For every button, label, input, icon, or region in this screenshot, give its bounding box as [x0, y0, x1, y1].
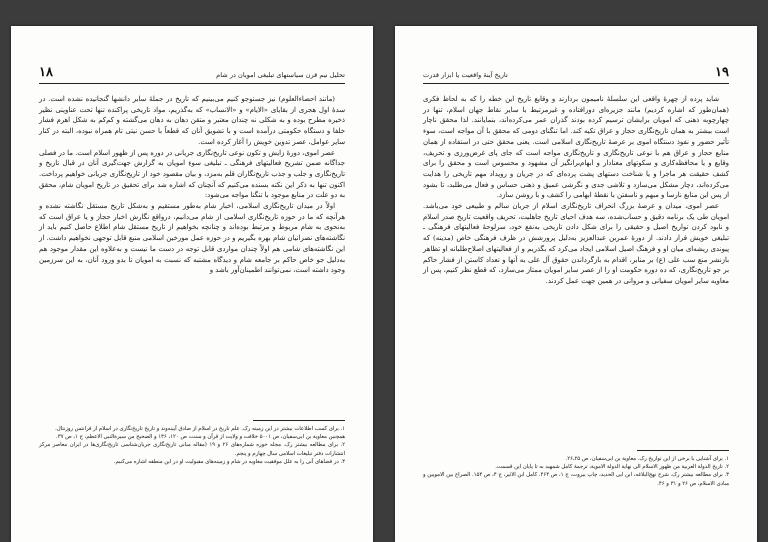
body-text [39, 94, 345, 276]
page-number: ۱۸ [39, 65, 53, 80]
footnote: ۳. برای مطالعه بیشتر رک. شرح نهج‌البلاغه، ابن ابی الحدید، چاپ بیروت، ج ۱، ص ۴۶۴. کامل ابن الاثیر، ج ۴، ص ۱۵۴. الصراع بین الامویین و مبادی الاسلام، ص ۲۶ و ۳۱ و ۴۶. [423, 472, 730, 487]
running-header [39, 61, 345, 84]
body-text [423, 94, 729, 287]
footnote: ۲. برای مطالعه بیشتر رک. مجله حوزه شماره‌های ۲۶ و ۱۹ (مقاله مبانی تاریخ‌نگاری جریان‌شناسی تاریخ‌نگاری‌ها در ایران معاصر مرکز انتشارات دفتر تبلیغات اسلامی سال چهارم و پنجم. [39, 442, 345, 457]
paragraph: عصر اموی، دورهٔ زایش و تکون نوعی تاریخ‌نگاری جریانی در دوره پس از ظهور اسلام است. ما در فصلی جداگانه ضمن تشریح فعالیتهای فرهنگی ـ تبلیغی سوءِ امویان به گزارش جهت‌گیری آنان در قبال تاریخ و تاریخ‌نگاری و جلب و جذب تاریخ‌نگاران قلم به‌مزد، و بیان مقصود خود از تاریخ‌نگاری جریانی خواهیم پرداخت. اکنون تنها به ذکر این نکته بسنده می‌کنیم که آنچنان که اشاره شد برای تحقیق در تاریخ امویان شام، محقق به دو علت در منابع موجود با تنگنا مواجه می‌شود: [39, 148, 345, 200]
footnotes [423, 450, 729, 488]
footnotes [39, 420, 345, 466]
footnote: ۳. در فضاهای آنی را به علل موفقیت معاویه در شام و زمینه‌های مقبولیت او در این منطقه اشاره می‌کنیم. [113, 458, 345, 465]
paragraph: عصر اموی، میدان و عرصهٔ بزرگ انحراف تاریخ‌نگاری اسلام از جریان سالم و طبیعی خود می‌باشد. امویان طی یک برنامه دقیق و حساب‌شده، سه هدف احیای تاریخ جاهلیت، تحریف واقعیت تاریخ صدر اسلام و نابود کردن تواریخ اصیل و حقیقی را برای شکل دادن تاریخی به‌نفع خود، سرلوحهٔ فعالیتهای فرهنگی ـ تبلیغی خویش قرار دادند. از دورهٔ عمربن عبدالعزیز به‌دلیل پرورشش در ظرف فرهنگی خاص (مدینه) که پیوندی ریشه‌ای میان او و فرهنگ اصیل اسلامی ایجاد می‌کرد که بگذریم و از فعالیتهای اصلاح‌طلبانه او تظاهر بازنشر منع سب علی (ع) بر منابر، اقدام به بازگرداندن حقوق آل علی به آنها و تعداد کاستن از فشار حاکم بر جو تاریخ‌نگاری، که ده دوره حکومت او را از عصر سایر امویان ممتاز می‌سازد، که قطع نظر کنیم، پس از معاویه سایر امویان سفیانی و مروانی در همین جهت عمل کردند. [423, 202, 729, 285]
footnote-rule [637, 450, 729, 451]
running-title: تاریخ آینهٔ واقعیت یا ابزار قدرت [423, 71, 508, 79]
footnote: ۲. تاریخ الدولة العربیة من ظهور الاسلام الی نهایة الدولة الامویة، ترجمهٔ کامل شمهید به تا پایان این قسمت. [495, 464, 729, 471]
footnote-rule [253, 420, 345, 421]
running-title: تحلیل نیم قرن سیاستهای تبلیغی امویان در شام [216, 71, 345, 79]
paragraph: اولاً در میدان تاریخ‌نگاری اسلامی، اخبار شام به‌طور مستقیم و به‌شکل تاریخ مستقل نگاشته نشده و هرآنچه که ما در حوزه تاریخ‌نگاری اسلامی از شام می‌دانیم، درواقع نگارش اخبار حجاز و یا عراق است که به‌نحوی به شام مربوط و مرتبط بوده‌اند و چنانچه بخواهیم از تاریخ مستقل شام اطلاع حاصل کنیم باید از نگاشته‌های نصرانیان شام بهره بگیریم و در حوزه عمل مورخین اسلامی منبع قابل توجهی نخواهیم داشت. از این نگاشته‌های شامی هم اولاً چندان مواردی قابل توجه در دست ما نیست و به‌علاوه این مقدار موجود هم به‌دلیل جو خاص حاکم بر جامعه شام و دیدگاه مشتبه که نسبت به امویان تا بدو ورود آنان، به این سرزمین وجود داشته است، نمی‌توانند اطمینان‌آور باشد و [39, 202, 345, 275]
page-number: ۱۹ [715, 65, 729, 80]
footnote: ۱. برای کسب اطلاعات بیشتر در این زمینه رک. علم تاریخ در اسلام از صادق آیینه‌وند و تاریخ تاریخ‌نگاری در اسلام از فرانتس روزنتال. [55, 426, 345, 432]
right-page [395, 26, 757, 542]
running-header [423, 61, 729, 84]
footnote: همچنین معاویة بن ابی‌سفیان، ص ۵۰۰۱ خلافت و ولایت از قرآن و سنت، ص ۱۲۰، ۱۳۶ و الصحیح من سیرة‌النبی الاعظم، ج ۱، ص ۳۷. [56, 434, 345, 441]
left-page [11, 26, 373, 542]
paragraph: (مانند احصاءالعلوم) نیز جستوجو کنیم می‌بینیم که تاریخ در جملهٔ سایر دانشها گنجانیده نشده است. در سدهٔ اول هجری از بقایای «الایام» و «الانساب» که به‌گذریم، مواد تاریخی پراکنده تنها تحت عناوینی نظیر ذخیره مطرح بوده و به شکلی نه چندان معتبر و متقن دهان به دهان می‌گشته و کم‌کم به شکل اهرم فشار خلفا و دستگاه حکومتی درآمده است و با تشویق آنان که قطعاً با حسن نیتی تام همراه نبوده، البته در کنار سایر عوامل، عصر تدوین خویش را آغاز کرده است. [39, 95, 345, 146]
paragraph: شاید پرده از چهرهٔ واقعی این سلسلهٔ نامیمون بردارند و وقایع تاریخ این خطه را که به لحاظ فکری (همان‌طور که اشاره کردیم) مانند جزیره‌ای دورافتاده و غیرمرتبط با سایر نقاط جهان اسلام، تنها در چهارچوبه ذهنی که امویان برایشان ترسیم کرده بودند گذران عمر می‌کرده‌اند، بنمایانند. لذا محقق ناچار است بیشتر به همان تاریخ‌نگاری حجاز و عراق تکیه کند. اما تنگنای دومی که محقق با آن مواجه است، سوء تأثیر حضور و نفوذ دستگاه اموی بر عرصهٔ تاریخ‌نگاری اسلامی است. یعنی محقق حتی در استفاده از همان منابع حجاز و عراق هم با نوعی تاریخ‌نگاری و تاریخ‌نگاری مواجه است که جای پای غرض‌ورزی و تحریف، وقایع و یا محافظه‌کاری و سکوتهای معنادار و ابهام‌برانگیز آن مشهود و محسوس است و محقق را برای کشف حقیقت هر ماجرا و یا شناخت دستهای پشت پرده‌ای که در جریان و رویداد مهم تاریخی را هدایت می‌کرده‌اند، دچار مشکل می‌سازد و تلاشی جدی و نگرشی عمیق و ذهنی حساس و فعال می‌طلبد، تا بشود از پس این منابع نارسا و مبهم و ناسفتن با نقطهٔ ابهامی را کشف و با روشن سازد. [423, 95, 729, 200]
footnote: ۱. برای آشنایی با برخی از این تواریخ رک. معاویة بن ابی‌سفیان، ص ۲۵ـ۲۶. [565, 456, 729, 462]
